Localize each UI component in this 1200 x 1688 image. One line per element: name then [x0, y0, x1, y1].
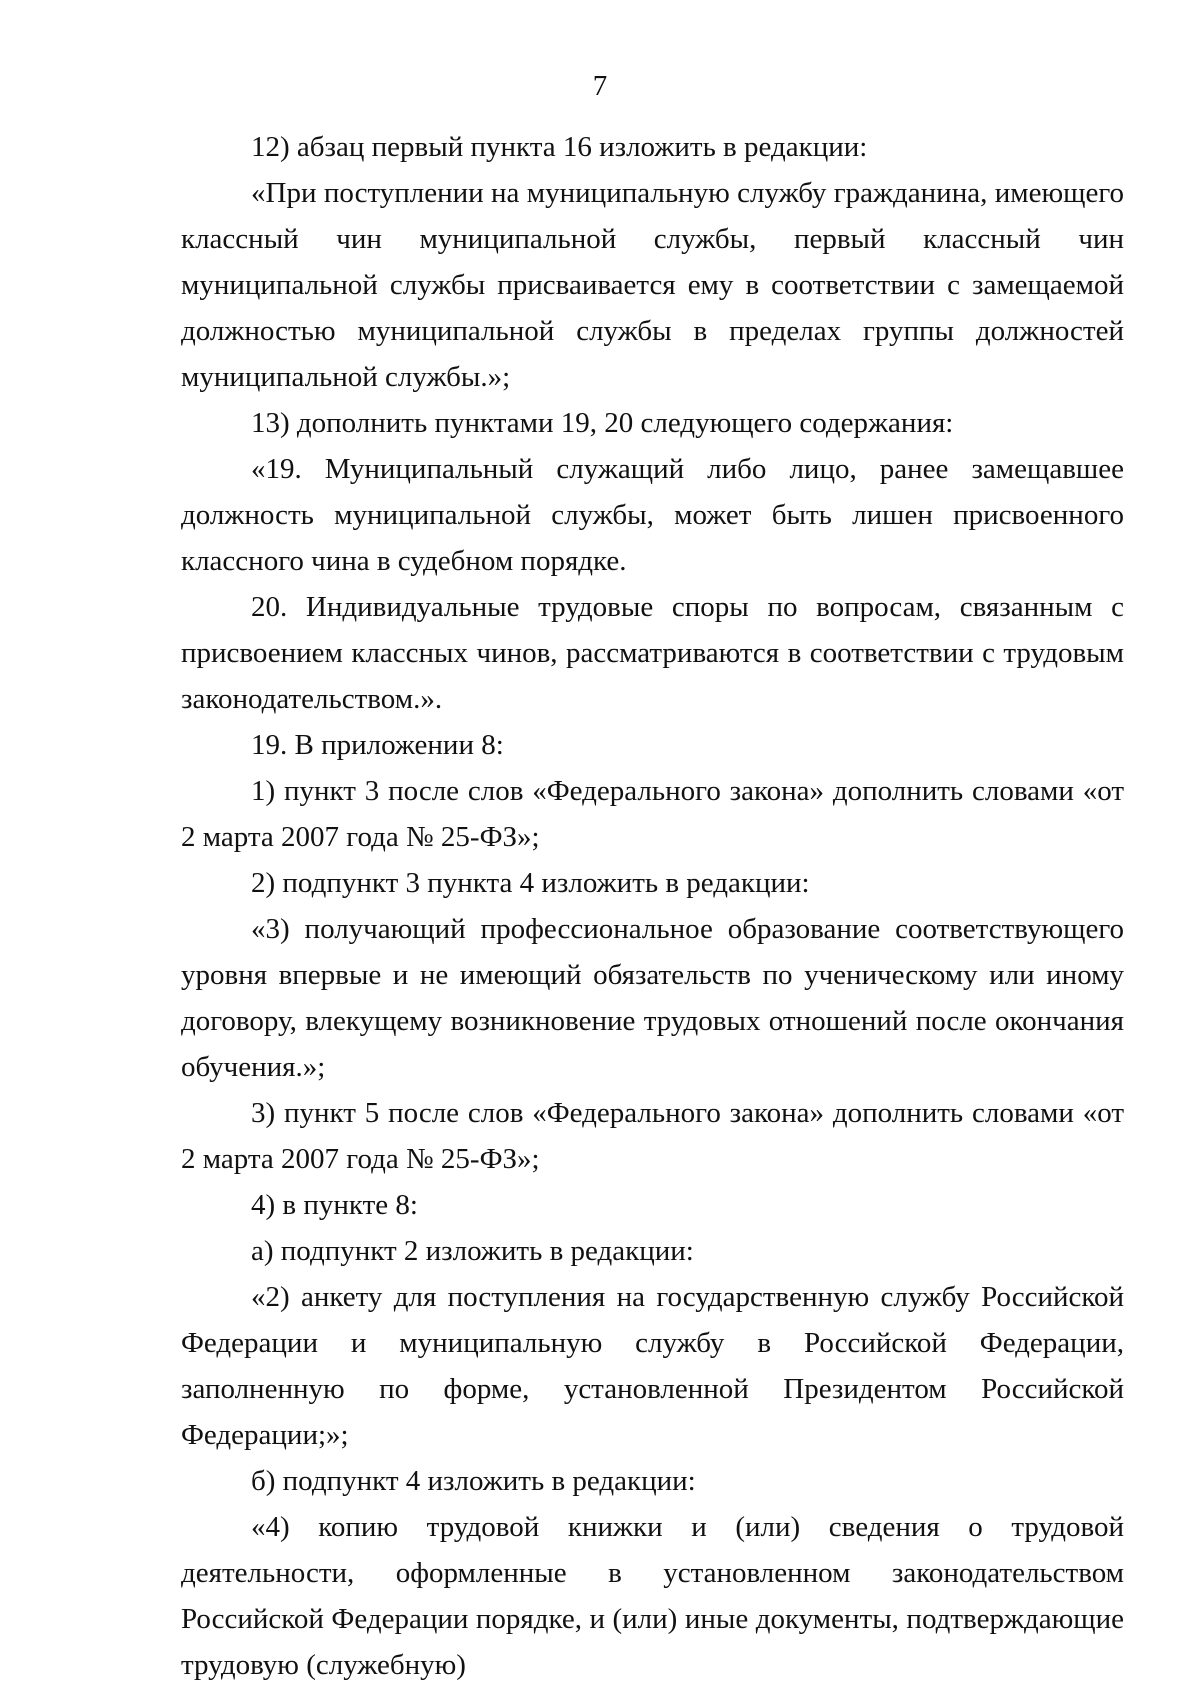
paragraph-20: 20. Индивидуальные трудовые споры по вопросам, связанным с присвоением классных чинов, рассматриваются в соответствии с трудовым законодательством.».	[181, 591, 1124, 715]
paragraph-section-19: 19. В приложении 8:	[251, 729, 504, 761]
paragraph-sub-1: 1) пункт 3 после слов «Федерального закона» дополнить словами «от 2 марта 2007 года № 25-ФЗ»;	[181, 775, 1124, 853]
paragraph-quote-19: «19. Муниципальный служащий либо лицо, ранее замещавшее должность муниципальной службы, может быть лишен присвоенного классного чина в судебном порядке.	[181, 453, 1124, 577]
paragraph-sub-2: 2) подпункт 3 пункта 4 изложить в редакции:	[251, 867, 810, 899]
paragraph-quote-4-labor-book: «4) копию трудовой книжки и (или) сведения о трудовой деятельности, оформленные в установленном законодательством Российской Федерации порядке, и (или) иные документы, подтверждающие трудовую (служебную)	[181, 1511, 1124, 1681]
paragraph-sub-a: а) подпункт 2 изложить в редакции:	[251, 1235, 694, 1267]
paragraph-sub-3: 3) пункт 5 после слов «Федерального закона» дополнить словами «от 2 марта 2007 года № 25-ФЗ»;	[181, 1097, 1124, 1175]
paragraph-sub-b: б) подпункт 4 изложить в редакции:	[251, 1465, 696, 1497]
page-number: 7	[592, 70, 608, 102]
paragraph-quote-3: «3) получающий профессиональное образование соответствующего уровня впервые и не имеющий обязательств по ученическому или иному договору, влекущему возникновение трудовых отношений после окончания обучения.»;	[181, 913, 1124, 1083]
paragraph-item-12: 12) абзац первый пункта 16 изложить в редакции:	[251, 131, 868, 163]
paragraph-sub-4: 4) в пункте 8:	[251, 1189, 418, 1221]
paragraph-item-13: 13) дополнить пунктами 19, 20 следующего содержания:	[251, 407, 954, 439]
document-body	[181, 124, 1124, 1688]
paragraph-quote-2-questionnaire: «2) анкету для поступления на государственную службу Российской Федерации и муниципальную службу в Российской Федерации, заполненную по форме, установленной Президентом Российской Федерации;»;	[181, 1281, 1124, 1451]
paragraph-quote-classed-rank: «При поступлении на муниципальную службу гражданина, имеющего классный чин муниципальной службы, первый классный чин муниципальной службы присваивается ему в соответствии с замещаемой должностью муниципальной службы в пределах группы должностей муниципальной службы.»;	[181, 177, 1124, 393]
